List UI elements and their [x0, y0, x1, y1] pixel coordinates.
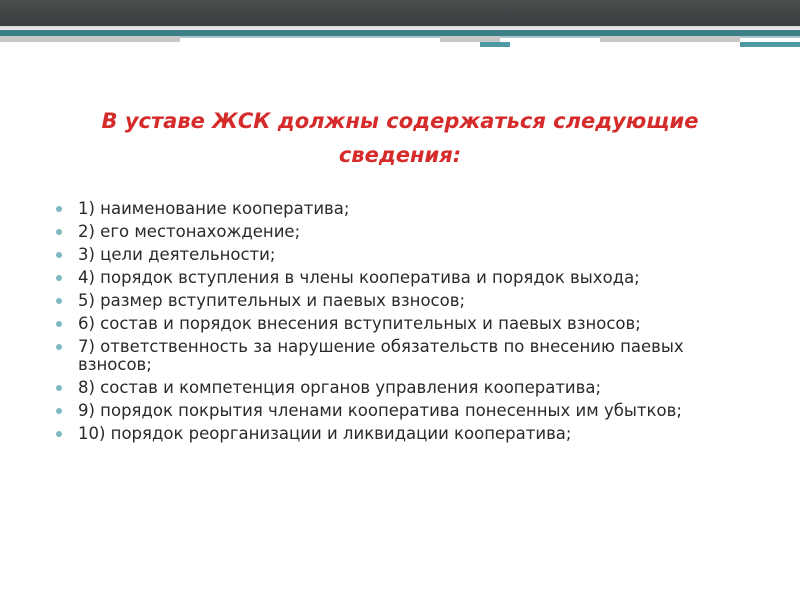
bullet-icon — [56, 344, 62, 350]
list-item-text: 4) порядок вступления в члены кооператива и порядок выхода; — [78, 268, 640, 287]
list-item-text: 3) цели деятельности; — [78, 245, 276, 264]
list-item — [54, 200, 754, 218]
list-item — [54, 315, 754, 333]
bullet-list — [54, 200, 754, 448]
bullet-icon — [56, 431, 62, 437]
list-item-text: 1) наименование кооператива; — [78, 199, 350, 218]
decor-block — [600, 36, 740, 42]
list-item-text: 9) порядок покрытия членами кооператива понесенных им убытков; — [78, 401, 682, 420]
slide-title: В уставе ЖСК должны содержаться следующие сведения: — [101, 109, 699, 167]
list-item-text: 10) порядок реорганизации и ликвидации кооператива; — [78, 424, 572, 443]
list-item — [54, 246, 754, 264]
list-item — [54, 292, 754, 310]
bullet-icon — [56, 321, 62, 327]
list-item — [54, 425, 754, 443]
bullet-icon — [56, 252, 62, 258]
decor-block — [0, 36, 180, 42]
list-item-text: 5) размер вступительных и паевых взносов; — [78, 291, 466, 310]
list-item-text: 2) его местонахождение; — [78, 222, 301, 241]
bullet-icon — [56, 229, 62, 235]
list-item — [54, 223, 754, 241]
list-item — [54, 402, 754, 420]
header-band — [0, 0, 800, 26]
list-item — [54, 269, 754, 287]
list-item-text: 8) состав и компетенция органов управления кооператива; — [78, 378, 602, 397]
list-item — [54, 338, 754, 374]
list-item — [54, 379, 754, 397]
decor-block — [480, 42, 510, 47]
bullet-icon — [56, 408, 62, 414]
bullet-icon — [56, 385, 62, 391]
bullet-icon — [56, 206, 62, 212]
bullet-icon — [56, 298, 62, 304]
decor-block — [740, 42, 800, 47]
list-item-text: 6) состав и порядок внесения вступительных и паевых взносов; — [78, 314, 641, 333]
bullet-icon — [56, 275, 62, 281]
list-item-text: 7) ответственность за нарушение обязательств по внесению паевых взносов; — [78, 337, 684, 374]
